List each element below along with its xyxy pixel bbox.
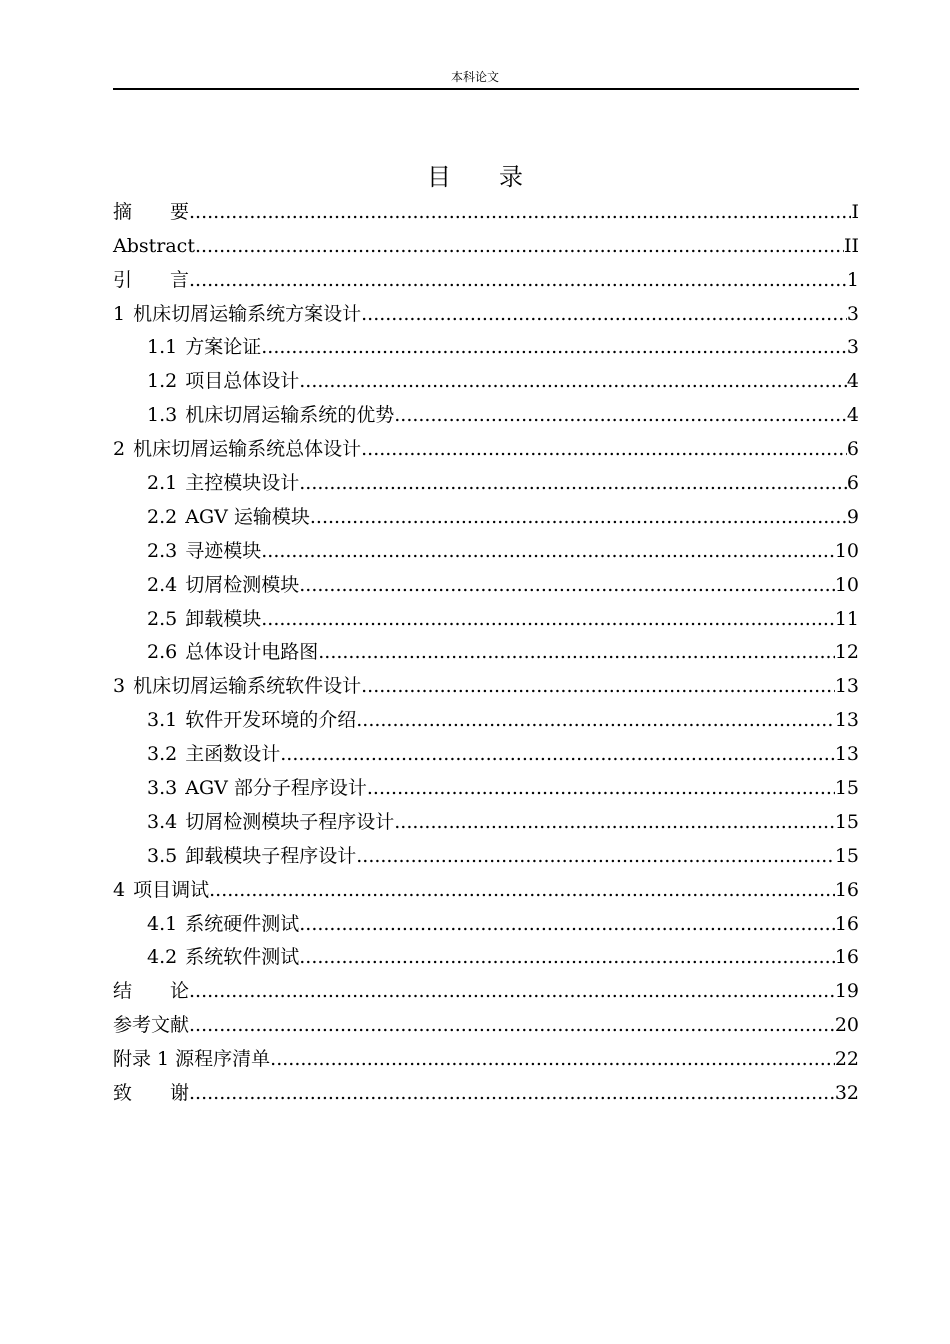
toc-entry-title: 机床切屑运输系统方案设计 <box>133 302 362 325</box>
toc-page-number: 6 <box>846 472 859 495</box>
toc-entry[interactable] <box>113 974 859 1008</box>
toc-entry-title: 项目调试 <box>133 878 210 901</box>
toc-entry-title: 机床切屑运输系统软件设计 <box>133 675 362 698</box>
toc-leader-dots <box>209 873 835 907</box>
toc-entry-label <box>147 907 299 941</box>
toc-entry-label <box>147 466 299 500</box>
toc-page-number: 3 <box>846 336 859 359</box>
toc-entry[interactable] <box>113 737 859 771</box>
toc-leader-dots <box>361 297 847 331</box>
toc-entry[interactable] <box>113 839 859 873</box>
toc-entry-number: 3.1 <box>147 709 178 732</box>
toc-leader-dots <box>299 466 847 500</box>
toc-title: 目 录 <box>427 163 523 191</box>
toc-entry[interactable] <box>113 297 859 331</box>
toc-entry-label <box>147 805 394 839</box>
toc-entry-number: 2.3 <box>147 539 178 562</box>
toc-entry-title: AGV 部分子程序设计 <box>185 777 367 800</box>
toc-leader-dots <box>195 229 844 263</box>
toc-leader-dots <box>361 669 835 703</box>
toc-entry-number: 3.5 <box>147 844 178 867</box>
toc-entry[interactable] <box>113 364 859 398</box>
toc-entry-number: 2.5 <box>147 607 178 630</box>
toc-entry-number: 2.1 <box>147 472 178 495</box>
toc-entry-label <box>147 398 394 432</box>
toc-entry-number: 1 <box>113 302 126 325</box>
toc-page-number: 6 <box>846 438 859 461</box>
toc-leader-dots <box>367 771 835 805</box>
toc-leader-dots <box>189 195 851 229</box>
toc-entry-title: 附录 1 源程序清单 <box>113 1048 271 1071</box>
toc-entry-label <box>147 839 356 873</box>
toc-entry-label <box>113 297 361 331</box>
toc-page-number: 10 <box>834 539 859 562</box>
toc-entry-number: 3.3 <box>147 777 178 800</box>
toc-entry-title: 方案论证 <box>185 336 262 359</box>
toc-leader-dots <box>299 568 835 602</box>
toc-page-number: 11 <box>834 607 859 630</box>
toc-entry-label <box>113 195 189 229</box>
toc-entry-number: 1.1 <box>147 336 178 359</box>
toc-entry-title: 系统软件测试 <box>185 946 300 969</box>
toc-entry-label <box>113 263 189 297</box>
toc-entry-label <box>147 703 356 737</box>
toc-entry-label <box>147 534 261 568</box>
toc-entry[interactable] <box>113 500 859 534</box>
toc-entry[interactable] <box>113 941 859 975</box>
toc-leader-dots <box>299 364 847 398</box>
toc-entry[interactable] <box>113 534 859 568</box>
toc-page-number: 1 <box>846 268 859 291</box>
toc-entry[interactable] <box>113 432 859 466</box>
toc-leader-dots <box>270 1042 835 1076</box>
toc-page-number: 19 <box>834 980 859 1003</box>
toc-entry-number: 4.2 <box>147 946 178 969</box>
toc-entry-title: Abstract <box>113 234 195 257</box>
toc-leader-dots <box>189 1008 835 1042</box>
toc-page-number: 9 <box>846 505 859 528</box>
toc-leader-dots <box>189 263 847 297</box>
toc-leader-dots <box>261 330 847 364</box>
toc-leader-dots <box>356 703 835 737</box>
toc-entry-label <box>113 1008 189 1042</box>
toc-page-number: 12 <box>834 641 859 664</box>
toc-page-number: 15 <box>834 777 859 800</box>
toc-entry-title: 机床切屑运输系统总体设计 <box>133 438 362 461</box>
toc-entry-title: 寻迹模块 <box>185 539 262 562</box>
toc-page-number: 32 <box>834 1082 859 1105</box>
toc-entry-title: 主函数设计 <box>185 743 281 766</box>
toc-entry-label <box>147 568 299 602</box>
toc-page-number: 16 <box>834 878 859 901</box>
toc-entry-label <box>113 1076 189 1110</box>
toc-leader-dots <box>280 737 835 771</box>
toc-entry-title: 软件开发环境的介绍 <box>185 709 357 732</box>
toc-entry[interactable] <box>113 805 859 839</box>
toc-entry-title: AGV 运输模块 <box>185 505 310 528</box>
toc-leader-dots <box>261 602 835 636</box>
toc-entry-label <box>113 974 189 1008</box>
toc-entry-number: 1.2 <box>147 370 178 393</box>
toc-entry-number: 2.6 <box>147 641 178 664</box>
toc-entry-label <box>113 873 209 907</box>
toc-entry-number: 3 <box>113 675 126 698</box>
toc-entry-title: 致 谢 <box>113 1082 190 1105</box>
toc-page-number: 13 <box>834 709 859 732</box>
toc-entry-label <box>147 940 299 974</box>
toc-entry-number: 2 <box>113 438 126 461</box>
toc-entry-label <box>147 737 280 771</box>
toc-entry-label <box>147 330 261 364</box>
toc-entry-number: 2.4 <box>147 573 178 596</box>
toc-leader-dots <box>394 805 835 839</box>
toc-entry[interactable] <box>113 1042 859 1076</box>
toc-page-number: 13 <box>834 743 859 766</box>
toc-page-number: 15 <box>834 844 859 867</box>
toc-entry[interactable] <box>113 873 859 907</box>
toc-leader-dots <box>361 432 847 466</box>
toc-page-number: 20 <box>834 1014 859 1037</box>
toc-entry-label <box>147 602 261 636</box>
toc-entry-title: 结 论 <box>113 980 190 1003</box>
toc-entry-label <box>147 364 299 398</box>
toc-entry[interactable] <box>113 1076 859 1110</box>
toc-entry[interactable] <box>113 568 859 602</box>
toc-entry[interactable] <box>113 602 859 636</box>
toc-entry-label <box>113 669 361 703</box>
toc-leader-dots <box>299 907 835 941</box>
toc-list <box>113 195 859 1110</box>
toc-page-number: 4 <box>846 404 859 427</box>
toc-page-number: 16 <box>834 912 859 935</box>
toc-entry-title: 系统硬件测试 <box>185 912 300 935</box>
toc-page-number: 13 <box>834 675 859 698</box>
toc-leader-dots <box>394 398 847 432</box>
toc-entry-number: 4 <box>113 878 126 901</box>
toc-entry-label <box>147 500 310 534</box>
toc-entry-label <box>113 1042 270 1076</box>
toc-entry-title: 总体设计电路图 <box>185 641 319 664</box>
toc-page-number: 3 <box>846 302 859 325</box>
toc-entry-title: 切屑检测模块子程序设计 <box>185 810 395 833</box>
toc-leader-dots <box>261 534 835 568</box>
toc-page-number: 4 <box>846 370 859 393</box>
toc-entry[interactable] <box>113 229 859 263</box>
toc-page-number: II <box>843 234 859 257</box>
page-header: 本科论文 <box>450 70 499 84</box>
toc-entry-number: 2.2 <box>147 505 178 528</box>
toc-leader-dots <box>189 974 835 1008</box>
toc-leader-dots <box>318 635 835 669</box>
toc-entry[interactable] <box>113 195 859 229</box>
toc-page-number: I <box>851 200 859 223</box>
toc-entry-label <box>147 635 318 669</box>
toc-entry-label <box>113 229 195 263</box>
toc-page-number: 16 <box>834 946 859 969</box>
toc-entry[interactable] <box>113 907 859 941</box>
toc-entry[interactable] <box>113 1008 859 1042</box>
toc-entry-label <box>113 432 361 466</box>
toc-entry-number: 3.2 <box>147 743 178 766</box>
toc-entry-title: 摘 要 <box>113 200 190 223</box>
toc-entry[interactable] <box>113 771 859 805</box>
toc-page-number: 10 <box>834 573 859 596</box>
toc-entry-label <box>147 771 367 805</box>
toc-entry[interactable] <box>113 263 859 297</box>
toc-page-number: 15 <box>834 810 859 833</box>
toc-entry[interactable] <box>113 703 859 737</box>
toc-entry-title: 项目总体设计 <box>185 370 300 393</box>
toc-entry[interactable] <box>113 636 859 670</box>
toc-entry[interactable] <box>113 466 859 500</box>
toc-entry-number: 3.4 <box>147 810 178 833</box>
toc-entry-title: 切屑检测模块 <box>185 573 300 596</box>
toc-entry-number: 1.3 <box>147 404 178 427</box>
toc-leader-dots <box>299 940 835 974</box>
toc-leader-dots <box>310 500 847 534</box>
toc-entry-title: 卸载模块子程序设计 <box>185 844 357 867</box>
toc-entry-title: 参考文献 <box>113 1014 190 1037</box>
toc-page-number: 22 <box>834 1048 859 1071</box>
toc-entry-title: 卸载模块 <box>185 607 262 630</box>
toc-entry[interactable] <box>113 398 859 432</box>
toc-entry-title: 机床切屑运输系统的优势 <box>185 404 395 427</box>
toc-entry-number: 4.1 <box>147 912 178 935</box>
toc-leader-dots <box>189 1076 835 1110</box>
toc-entry[interactable] <box>113 669 859 703</box>
toc-entry-title: 主控模块设计 <box>185 472 300 495</box>
header-divider <box>113 88 859 90</box>
toc-entry-title: 引 言 <box>113 268 190 291</box>
toc-leader-dots <box>356 839 835 873</box>
toc-entry[interactable] <box>113 331 859 365</box>
